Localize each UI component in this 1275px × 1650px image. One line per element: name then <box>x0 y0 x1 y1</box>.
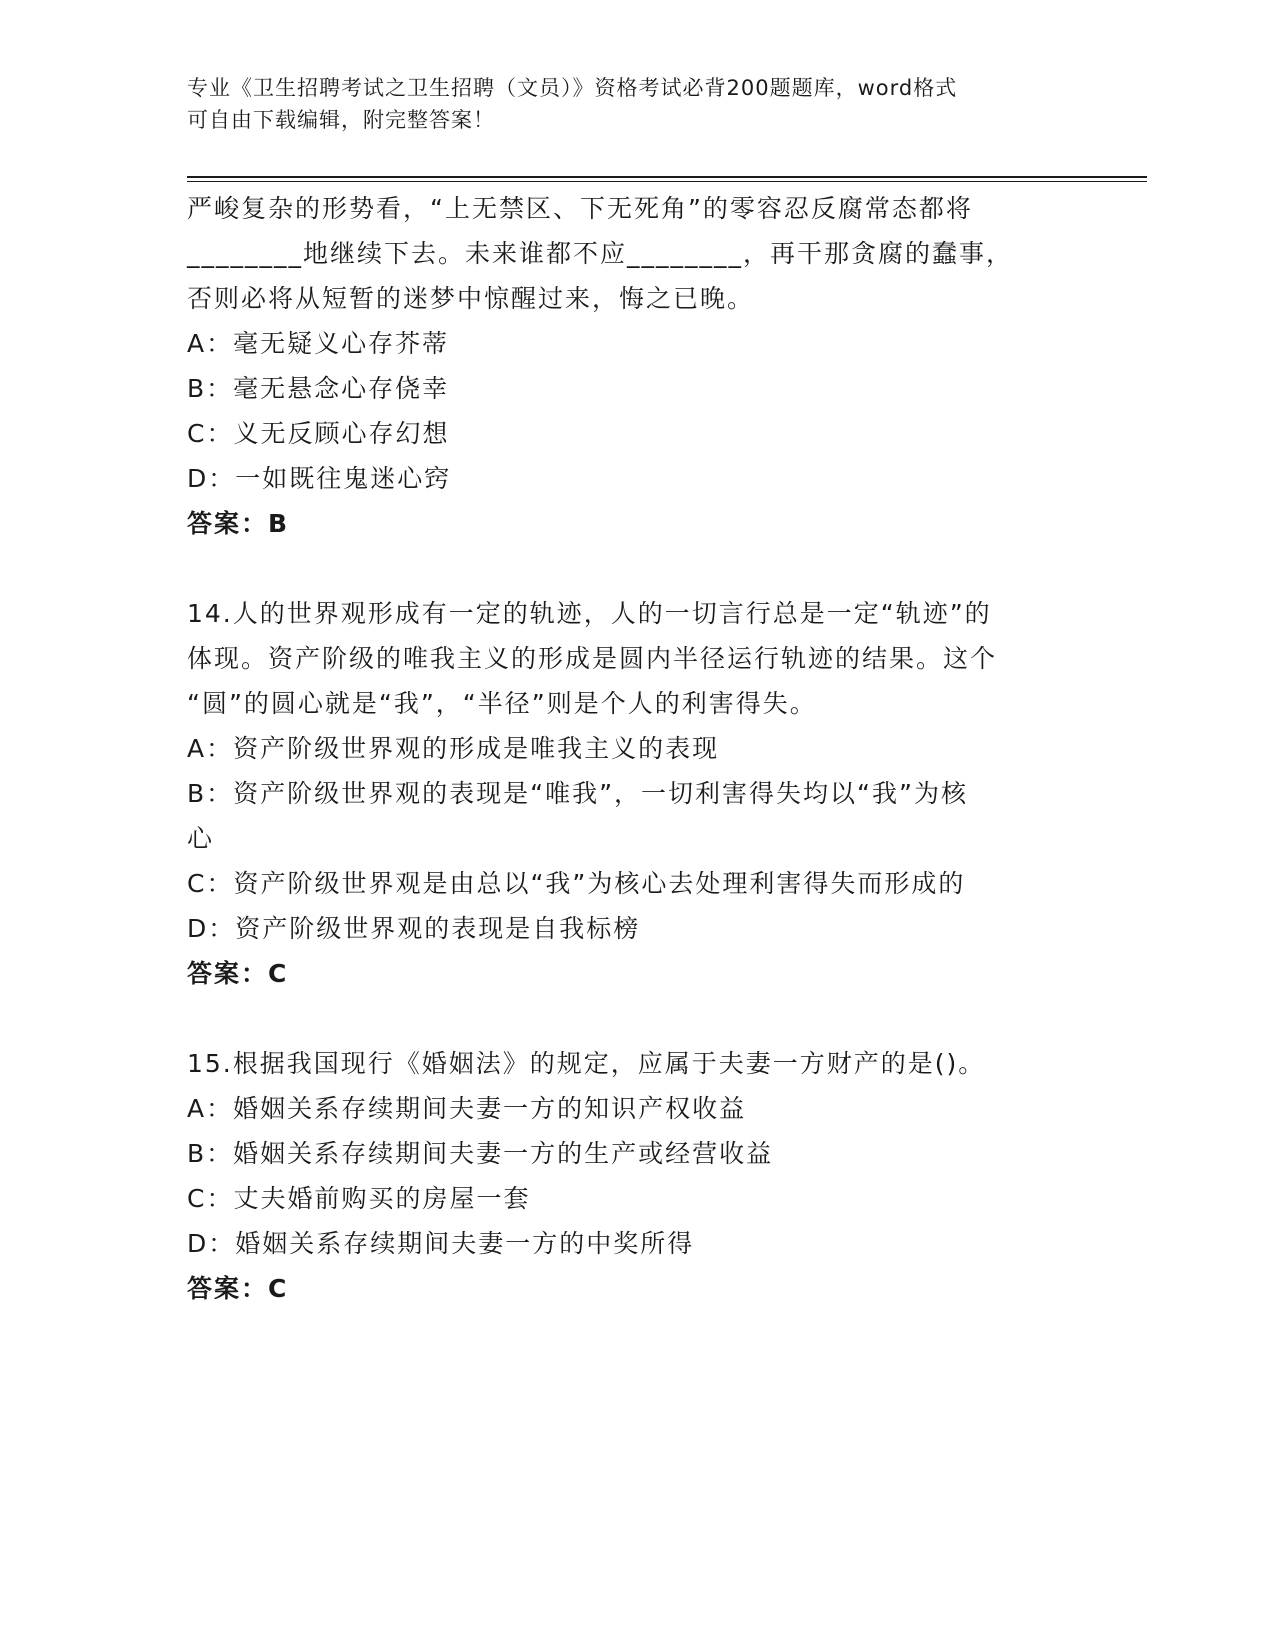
question-stem-line: 15.根据我国现行《婚姻法》的规定，应属于夫妻一方财产的是()。 <box>187 1049 986 1078</box>
option-b: B：婚姻关系存续期间夫妻一方的生产或经营收益 <box>187 1139 774 1168</box>
question-list <box>187 186 1087 1311</box>
answer-line: 答案：C <box>187 959 289 988</box>
option-d: D：资产阶级世界观的表现是自我标榜 <box>187 914 641 943</box>
question-stem-line: ________地继续下去。未来谁都不应________，再干那贪腐的蠢事， <box>187 239 1014 268</box>
answer-line: 答案：B <box>187 509 290 538</box>
option-c: C：资产阶级世界观是由总以“我”为核心去处理利害得失而形成的 <box>187 869 966 898</box>
question-block <box>187 186 1087 546</box>
question-stem-line: 体现。资产阶级的唯我主义的形成是圆内半径运行轨迹的结果。这个 <box>187 644 998 673</box>
document-header <box>187 72 1087 136</box>
question-stem-line: “圆”的圆心就是“我”，“半径”则是个人的利害得失。 <box>187 689 817 718</box>
header-line-1: 专业《卫生招聘考试之卫生招聘（文员）》资格考试必背200题题库，word格式 <box>187 76 958 100</box>
option-b: B：资产阶级世界观的表现是“唯我”，一切利害得失均以“我”为核 <box>187 779 968 808</box>
option-c: C：丈夫婚前购买的房屋一套 <box>187 1184 531 1213</box>
spacer <box>187 546 1087 591</box>
option-a: A：婚姻关系存续期间夫妻一方的知识产权收益 <box>187 1094 747 1123</box>
spacer <box>187 996 1087 1041</box>
answer-line: 答案：C <box>187 1274 289 1303</box>
question-block <box>187 1041 1087 1311</box>
question-stem-line: 14.人的世界观形成有一定的轨迹，人的一切言行总是一定“轨迹”的 <box>187 599 992 628</box>
option-c: C：义无反顾心存幻想 <box>187 419 450 448</box>
header-divider-thick <box>187 176 1147 178</box>
option-b: B：毫无悬念心存侥幸 <box>187 374 450 403</box>
option-d: D：一如既往鬼迷心窍 <box>187 464 452 493</box>
question-stem-line: 严峻复杂的形势看，“上无禁区、下无死角”的零容忍反腐常态都将 <box>187 194 973 223</box>
option-a: A：资产阶级世界观的形成是唯我主义的表现 <box>187 734 720 763</box>
option-a: A：毫无疑义心存芥蒂 <box>187 329 450 358</box>
header-divider-thin <box>187 181 1147 182</box>
question-stem-line: 否则必将从短暂的迷梦中惊醒过来，悔之已晚。 <box>187 284 755 313</box>
option-b-continued: 心 <box>187 824 215 853</box>
option-d: D：婚姻关系存续期间夫妻一方的中奖所得 <box>187 1229 695 1258</box>
header-line-2: 可自由下载编辑，附完整答案！ <box>187 108 495 132</box>
question-block <box>187 591 1087 996</box>
